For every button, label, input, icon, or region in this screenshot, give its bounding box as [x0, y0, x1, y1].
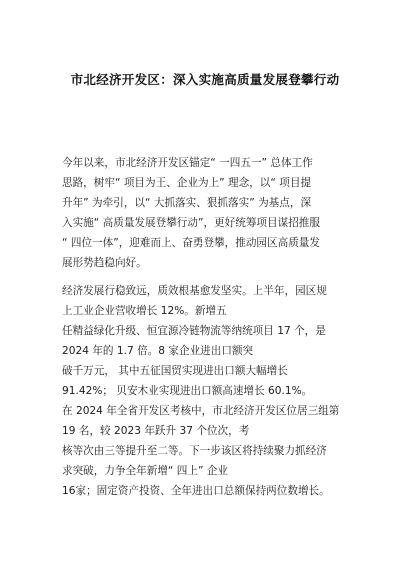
body-line: 16家；固定资产投资、全年进出口总额保持两位数增长。	[62, 485, 330, 497]
body-line: 展形势趋稳向好。	[62, 257, 147, 269]
body-line: 上工业企业营收增长 12%。新增五	[62, 305, 227, 317]
body-line: 入实施“ 高质量发展登攀行动”，更好统筹项目谋招推服	[62, 217, 320, 229]
body-line: 经济发展行稳致远，质效根基愈发坚实。上半年，园区规	[62, 285, 327, 297]
body-line: 核等次由三等提升至二等。下一步该区将持续聚力抓经济	[62, 445, 327, 457]
body-line: 升年” 为牵引，以“ 大抓落实、狠抓落实” 为基点，深	[62, 197, 312, 209]
body-line: 在 2024 年全省开发区考核中，市北经济开发区位居三组第	[62, 405, 340, 417]
body-line: 思路，树牢“ 项目为王、企业为上” 理念，以“ 项目提	[62, 177, 312, 189]
body-line: “ 四位一体”，迎难而上、奋勇登攀，推动园区高质量发	[62, 237, 320, 249]
body-line: 今年以来，市北经济开发区锚定“ 一四五一” 总体工作	[62, 157, 313, 169]
body-line: 19 名，较 2023 年跃升 37 个位次，考	[62, 425, 250, 437]
body-line: 91.42%； 贝安木业实现进出口额高速增长 60.1%。	[62, 385, 313, 397]
body-line: 2024 年的 1.7 倍。8 家企业进出口额突	[62, 345, 254, 357]
body-line: 求突破，力争全年新增“ 四上” 企业	[62, 465, 229, 477]
document-title: 市北经济开发区：深入实施高质量发展登攀行动	[70, 72, 340, 87]
body-line: 破千万元， 其中五征国贸实现进出口额大幅增长	[62, 365, 288, 377]
body-line: 任精益绿化升级、恒宜源冷链物流等纳统项目 17 个，是	[62, 325, 326, 337]
